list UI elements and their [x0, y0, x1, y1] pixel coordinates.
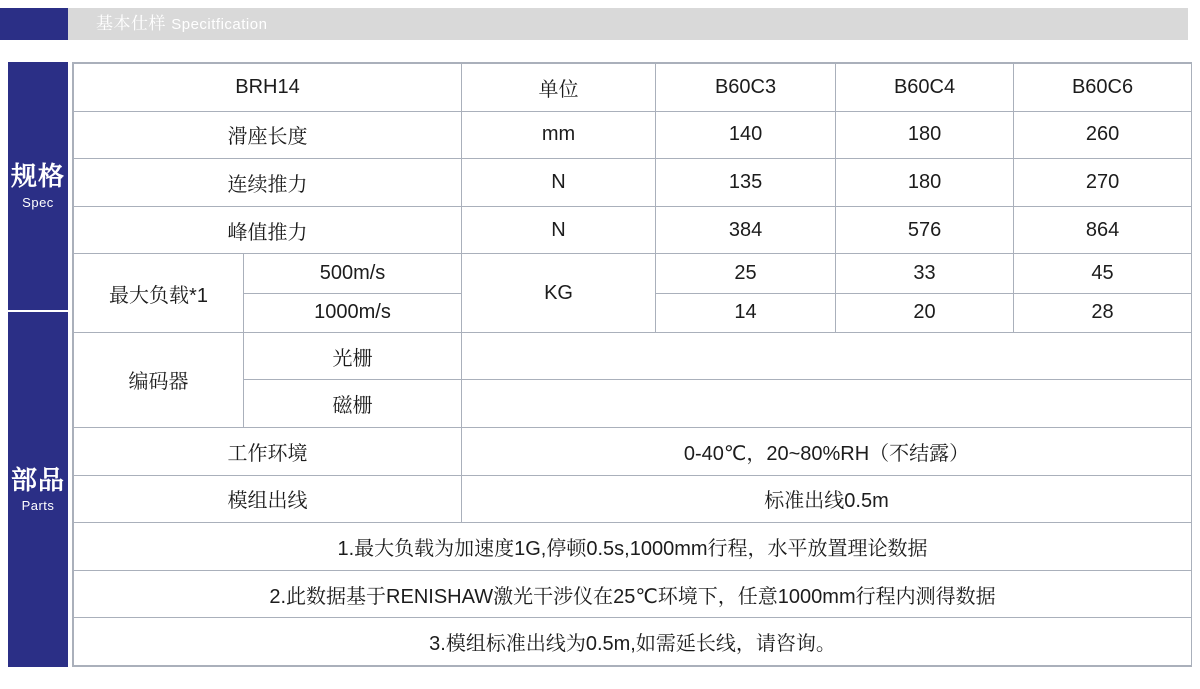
table-row [74, 111, 1192, 159]
row-label-slider-length: 滑座长度 [74, 111, 462, 159]
row-label-cable: 模组出线 [74, 475, 462, 523]
cell-max-load-1000-b60c3: 14 [656, 293, 836, 332]
table-row-note [74, 618, 1192, 666]
category-spec-label-cn: 规格 [10, 161, 65, 192]
header-title-cn: 基本仕样 [96, 14, 166, 33]
category-parts [8, 312, 68, 667]
row-sublabel-encoder-magnetic: 磁栅 [244, 380, 462, 428]
row-label-continuous-force: 连续推力 [74, 159, 462, 207]
table-row [74, 159, 1192, 207]
cell-peak-force-b60c3: 384 [656, 206, 836, 254]
table-row [74, 332, 1192, 380]
cell-max-load-500-b60c3: 25 [656, 254, 836, 293]
table-row [74, 427, 1192, 475]
specification-table-wrapper [72, 62, 1192, 667]
cell-slider-length-b60c4: 180 [836, 111, 1014, 159]
row-unit-slider-length: mm [462, 111, 656, 159]
category-spec-label-en: Spec [22, 194, 54, 210]
cell-continuous-force-b60c3: 135 [656, 159, 836, 207]
row-label-peak-force: 峰值推力 [74, 206, 462, 254]
cell-encoder-magnetic-value [462, 380, 1192, 428]
header-accent-block [0, 8, 68, 40]
row-label-encoder: 编码器 [74, 332, 244, 427]
header-unit: 单位 [462, 64, 656, 112]
row-sublabel-max-load-500: 500m/s [244, 254, 462, 293]
category-spec [8, 62, 68, 310]
row-label-max-load: 最大负载*1 [74, 254, 244, 332]
row-label-environment: 工作环境 [74, 427, 462, 475]
note-1: 1.最大负载为加速度1G,停顿0.5s,1000mm行程，水平放置理论数据 [74, 523, 1192, 571]
cell-max-load-1000-b60c4: 20 [836, 293, 1014, 332]
note-2: 2.此数据基于RENISHAW激光干涉仪在25℃环境下，任意1000mm行程内测得数据 [74, 570, 1192, 618]
row-sublabel-max-load-1000: 1000m/s [244, 293, 462, 332]
cell-peak-force-b60c4: 576 [836, 206, 1014, 254]
cell-max-load-500-b60c4: 33 [836, 254, 1014, 293]
cell-cable-value: 标准出线0.5m [462, 475, 1192, 523]
header-col-b60c4: B60C4 [836, 64, 1014, 112]
header-model: BRH14 [74, 64, 462, 112]
category-parts-label-cn: 部品 [10, 464, 65, 495]
row-unit-continuous-force: N [462, 159, 656, 207]
cell-slider-length-b60c3: 140 [656, 111, 836, 159]
category-parts-label-en: Parts [21, 498, 55, 514]
header-title-en: Specitfication [171, 16, 268, 33]
category-column [8, 62, 68, 667]
cell-encoder-optical-value [462, 332, 1192, 380]
cell-continuous-force-b60c4: 180 [836, 159, 1014, 207]
row-unit-max-load: KG [462, 254, 656, 332]
cell-max-load-500-b60c6: 45 [1014, 254, 1192, 293]
table-row-note [74, 523, 1192, 571]
header-title [96, 8, 267, 40]
table-row [74, 206, 1192, 254]
table-row [74, 475, 1192, 523]
header-col-b60c3: B60C3 [656, 64, 836, 112]
table-row-header [74, 64, 1192, 112]
cell-peak-force-b60c6: 864 [1014, 206, 1192, 254]
row-unit-peak-force: N [462, 206, 656, 254]
cell-max-load-1000-b60c6: 28 [1014, 293, 1192, 332]
cell-continuous-force-b60c6: 270 [1014, 159, 1192, 207]
cell-slider-length-b60c6: 260 [1014, 111, 1192, 159]
note-3: 3.模组标准出线为0.5m,如需延长线，请咨询。 [74, 618, 1192, 666]
row-sublabel-encoder-optical: 光栅 [244, 332, 462, 380]
header-col-b60c6: B60C6 [1014, 64, 1192, 112]
section-header [0, 8, 1200, 40]
cell-environment-value: 0-40℃，20~80%RH（不结露） [462, 427, 1192, 475]
table-row [74, 254, 1192, 293]
table-row-note [74, 570, 1192, 618]
specification-table [73, 63, 1192, 666]
